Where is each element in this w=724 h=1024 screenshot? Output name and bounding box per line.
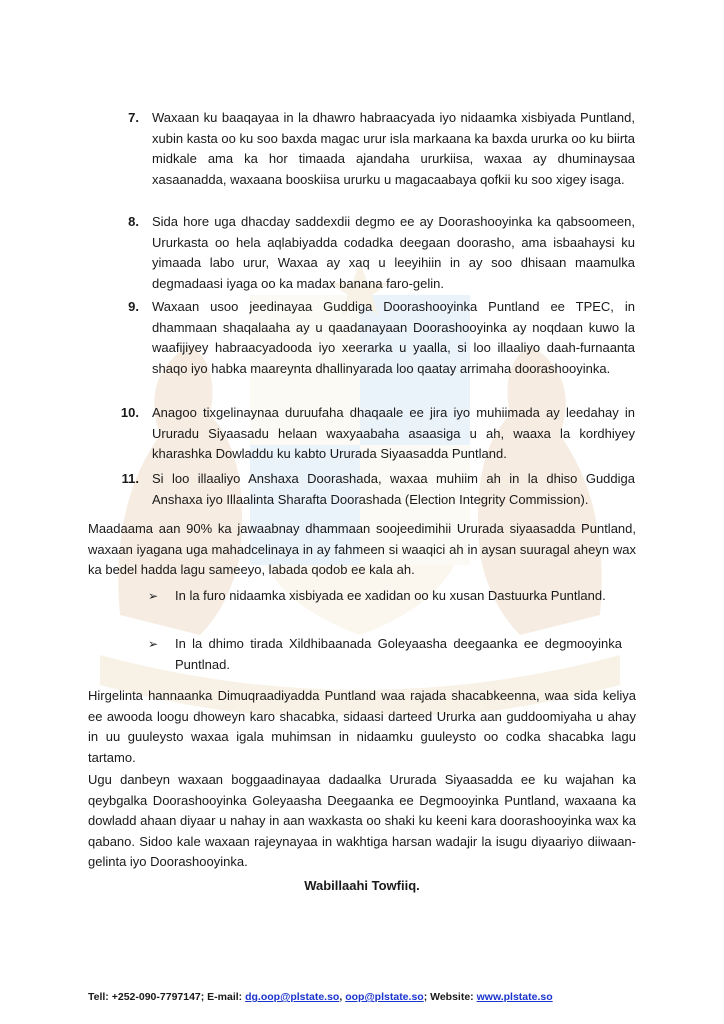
paragraph-agreement: Maadaama aan 90% ka jawaabnay dhammaan soojeedimihii Ururada siyaasadda Puntland, waxaan iyagana uga mahadcelinaya in ay fahmeen si waaqici ah in aysan suuragal aheyn wax ka bedel hadda lagu sameeyo, labada qodob ee kala ah. — [88, 521, 636, 577]
footer-website-label: ; Website: — [423, 991, 477, 1003]
bullet-text: In la dhimo tirada Xildhibaanada Goleyaasha deegaanka ee degmooyinka Puntlnad. — [175, 636, 622, 672]
item-text: Anagoo tixgelinaynaa duruufaha dhaqaale ee jira iyo muhiimada ay leedahay in Ururadu Siyaasadu helaan waxyaabaha asaasiga u ah, waaxa la kordhiyey kharashka Dowladdu ku kabto Ururada Siyaasadda Puntland. — [152, 405, 635, 461]
arrow-bullet-icon: ➢ — [148, 637, 159, 651]
item-number: 9. — [128, 299, 139, 314]
item-text: Si loo illaaliyo Anshaxa Doorashada, waxaa muhiim ah in la dhiso Guddiga Anshaxa iyo Illaalinta Sharafta Doorashada (Election Integrity Commission). — [152, 471, 635, 507]
item-number: 10. — [120, 405, 139, 420]
item-text: Sida hore uga dhacday saddexdii degmo ee ay Doorashooyinka ka qabsoomeen, Ururkasta oo hela aqlabiyadda codadka deegaan doorasho, ama isbaahaysi ku yimaada labo urur, Waxaa ay xaq u leeyihiin in ay soo dhisaan maamulka degmadaasi iyaga oo ka madax banana faro-gelin. — [152, 214, 635, 291]
website-link[interactable]: www.plstate.so — [476, 991, 553, 1003]
footer-separator: , — [339, 991, 346, 1003]
bullet-text: In la furo nidaamka xisbiyada ee xadidan oo ku xusan Dastuurka Puntland. — [175, 588, 606, 603]
paragraph-conclusion: Ugu danbeyn waxaan boggaadinayaa dadaalka Ururada Siyaasadda ee ku wajahan ka qeybgalka Doorashooyinka Goleyaasha Deegaanka ee Degmooyinka Puntland, waxaana ka dowladd ahaan diyaar u nahay in aan waxkasta oo shaki ku keeni kara doorashooyinka wax ka qabano. Sidoo kale waxaan rajeynayaa in wakhtiga harsan wadajir la isugu diyaariyo diiwaan-gelinta iyo Doorashooyinka. — [88, 772, 636, 869]
contact-footer — [88, 991, 648, 1003]
item-text: Waxaan usoo jeedinayaa Guddiga Doorashooyinka Puntland ee TPEC, in dhammaan shaqalaaha ay u qaadanayaan Doorashooyinka ay noqdaan kuwo la waafijiyey habraacyadooda iyo xeerarka u yaalla, si loo illaaliyo daah-furnaanta shaqo iyo habka maareynta dhallinyarada loo qaatay arrimaha doorashooyinka. — [152, 299, 635, 376]
closing-salutation: Wabillaahi Towfiiq. — [304, 878, 420, 893]
item-number: 11. — [121, 471, 139, 486]
email-link-oop[interactable]: oop@plstate.so — [345, 991, 424, 1003]
footer-phone-label: Tell: +252-090-7797147; E-mail: — [88, 991, 246, 1003]
item-number: 8. — [128, 214, 139, 229]
item-number: 7. — [128, 110, 139, 125]
item-text: Waxaan ku baaqayaa in la dhawro habraacyada iyo nidaamka xisbiyada Puntland, xubin kasta oo ku soo baxda magac urur isla markaana ka baxda ururka oo ku biirta midkale ama ka hor timaada ajandaha ururkiisa, waxaa ay dhuminaysaa xasaanadda, waxaana booskiisa ururku u magacaabaya qofkii ku soo xigey isaga. — [152, 110, 635, 187]
paragraph-democracy: Hirgelinta hannaanka Dimuqraadiyadda Puntland waa rajada shacabkeenna, waa sida keliya ee awooda loogu dhoweyn karo shacabka, sidaasi darteed Ururka aan guddoomiyaha u ahay in uu guuleysto waxaa igala muhimsan in nidaamku guuleysto oo codka shacabka lagu tartamo. — [88, 688, 636, 765]
email-link-dg[interactable]: dg.oop@plstate.so — [245, 991, 340, 1003]
arrow-bullet-icon: ➢ — [148, 589, 159, 603]
